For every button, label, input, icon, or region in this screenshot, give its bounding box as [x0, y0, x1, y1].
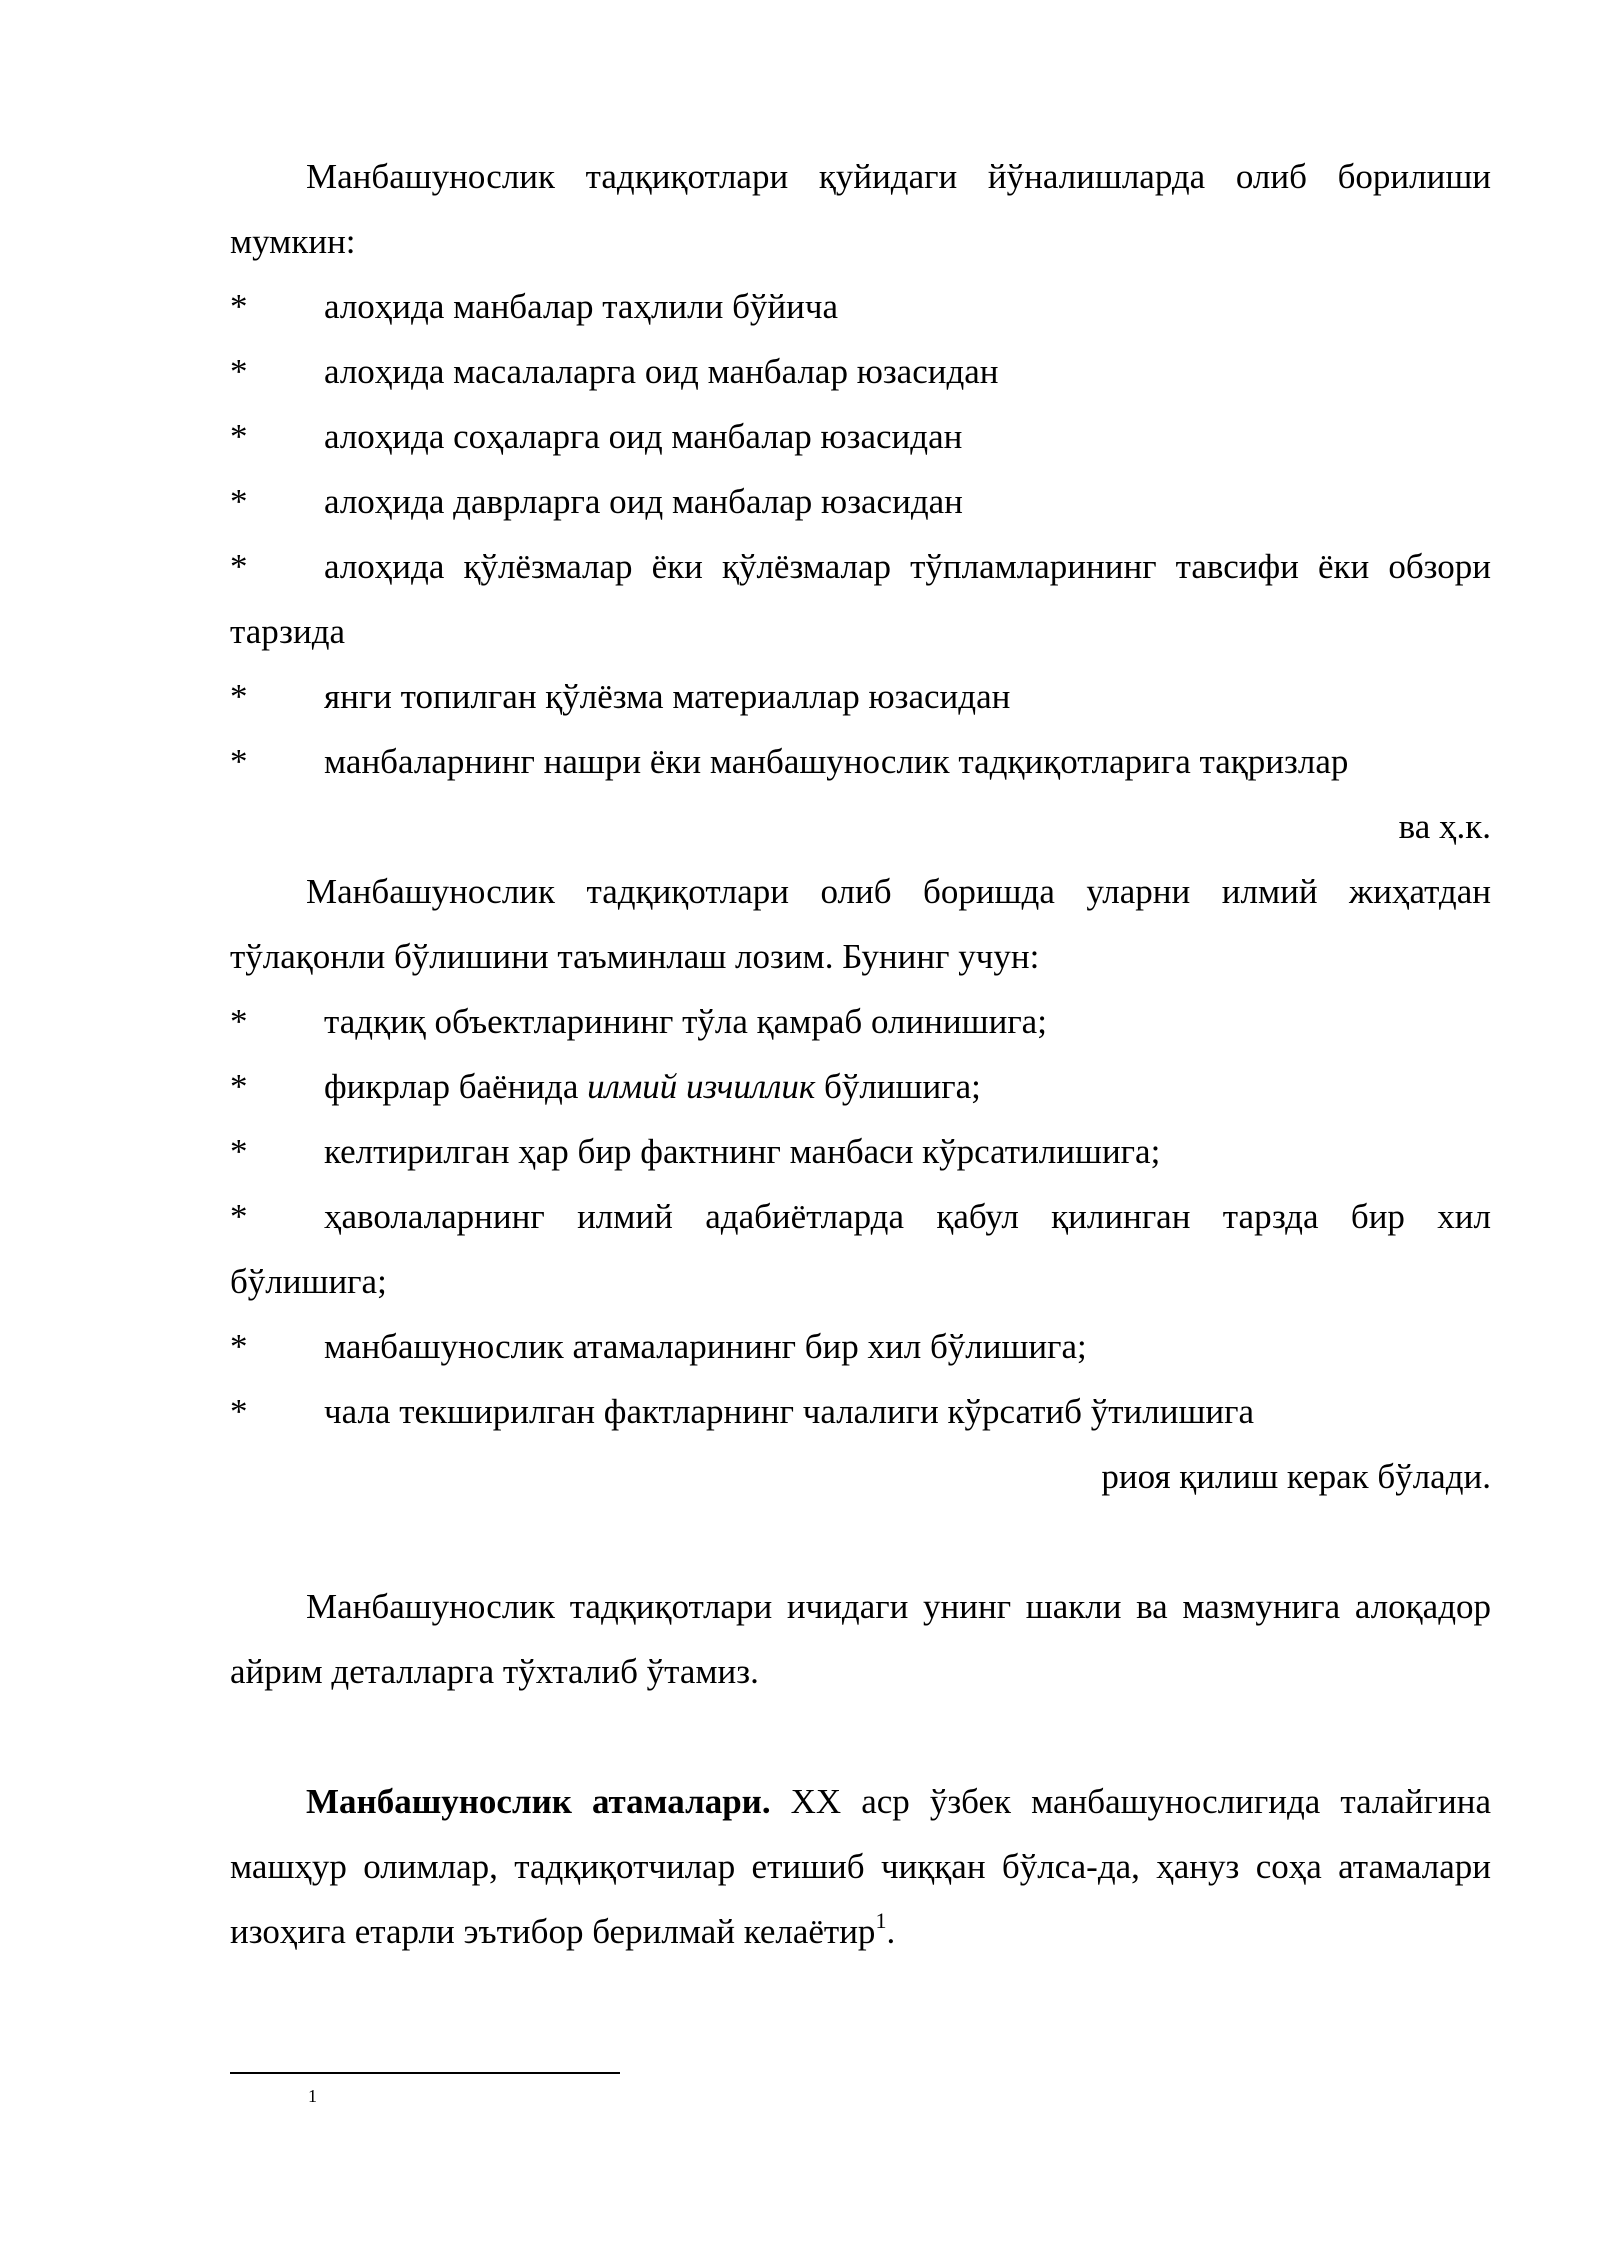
directions-tail: ва ҳ.к.	[1398, 807, 1491, 846]
bullet-mark: *	[230, 1197, 248, 1236]
list-item-text: келтирилган ҳар бир фактнинг манбаси кўрсатилишига;	[324, 1132, 1161, 1171]
list-item	[230, 729, 1491, 794]
list-item	[230, 1379, 1491, 1444]
list-item-text: чала текширилган фактларнинг чалалиги кўрсатиб ўтилишига	[324, 1392, 1255, 1431]
list-item-text: ҳаволаларнинг илмий адабиётларда қабул қилинган тарзда бир хил бўлишига;	[230, 1197, 1491, 1301]
list-item	[230, 1054, 1491, 1119]
list-item	[230, 469, 1491, 534]
list-item	[230, 404, 1491, 469]
requirements-intro-paragraph: Манбашунослик тадқиқотлари олиб боришда уларни илмий жиҳатдан тўлақонли бўлишини таъминлаш лозим. Бунинг учун:	[230, 872, 1491, 976]
footnote-number: 1	[308, 2086, 317, 2106]
bullet-mark: *	[230, 352, 248, 391]
bullet-mark: *	[230, 1392, 248, 1431]
terms-paragraph-text: XX аср ўзбек манбашунослигида талайгина машҳур олимлар, тадқиқотчилар етишиб чиққан бўлса-да, ҳануз соҳа атамалари изоҳига етарли эътибор берилмай келаётир	[230, 1782, 1491, 1951]
list-item-text-end: бўлишига;	[815, 1067, 981, 1106]
list-item-text: тадқиқ объектларининг тўла қамраб олинишига;	[324, 1002, 1047, 1041]
list-item	[230, 1184, 1491, 1314]
list-item-text: алоҳида масалаларга оид манбалар юзасидан	[324, 352, 999, 391]
bullet-mark: *	[230, 742, 248, 781]
directions-list	[230, 274, 1491, 794]
section-heading: Манбашунослик атамалари.	[306, 1782, 771, 1821]
list-item	[230, 1119, 1491, 1184]
footnote-ref[interactable]: 1	[875, 1908, 887, 1934]
list-item	[230, 989, 1491, 1054]
bullet-mark: *	[230, 547, 248, 586]
list-item	[230, 534, 1491, 664]
intro-paragraph: Манбашунослик тадқиқотлари қуйидаги йўналишларда олиб борилиши мумкин:	[230, 157, 1491, 261]
list-item-text: алоҳида манбалар таҳлили бўйича	[324, 287, 839, 326]
bullet-mark: *	[230, 1002, 248, 1041]
list-item-text: алоҳида соҳаларга оид манбалар юзасидан	[324, 417, 963, 456]
bullet-mark: *	[230, 417, 248, 456]
paragraph-gap	[230, 1509, 1491, 1574]
bullet-mark: *	[230, 1132, 248, 1171]
list-item-text: фикрлар баёнида	[324, 1067, 588, 1106]
footnote-separator	[230, 2072, 620, 2074]
list-item-text: манбаларнинг нашри ёки манбашунослик тадқиқотларига тақризлар	[324, 742, 1349, 781]
requirements-tail: риоя қилиш керак бўлади.	[1101, 1457, 1491, 1496]
list-item	[230, 1314, 1491, 1379]
list-item-text: алоҳида қўлёзмалар ёки қўлёзмалар тўпламларининг тавсифи ёки обзори тарзида	[230, 547, 1491, 651]
list-item	[230, 339, 1491, 404]
list-item-text: янги топилган қўлёзма материаллар юзасидан	[324, 677, 1011, 716]
requirements-list	[230, 989, 1491, 1444]
paragraph-gap	[230, 1704, 1491, 1769]
list-item-text: манбашунослик атамаларининг бир хил бўлишига;	[324, 1327, 1087, 1366]
terms-paragraph-end: .	[886, 1912, 896, 1951]
list-item	[230, 274, 1491, 339]
list-item	[230, 664, 1491, 729]
bullet-mark: *	[230, 287, 248, 326]
bullet-mark: *	[230, 482, 248, 521]
bullet-mark: *	[230, 677, 248, 716]
bullet-mark: *	[230, 1067, 248, 1106]
list-item-text: алоҳида даврларга оид манбалар юзасидан	[324, 482, 963, 521]
italic-term: илмий изчиллик	[587, 1067, 816, 1106]
terms-paragraph	[230, 1769, 1491, 1964]
bullet-mark: *	[230, 1327, 248, 1366]
body-text	[230, 144, 1491, 1964]
details-paragraph: Манбашунослик тадқиқотлари ичидаги унинг шакли ва мазмунига алоқадор айрим деталларга тўхталиб ўтамиз.	[230, 1587, 1491, 1691]
